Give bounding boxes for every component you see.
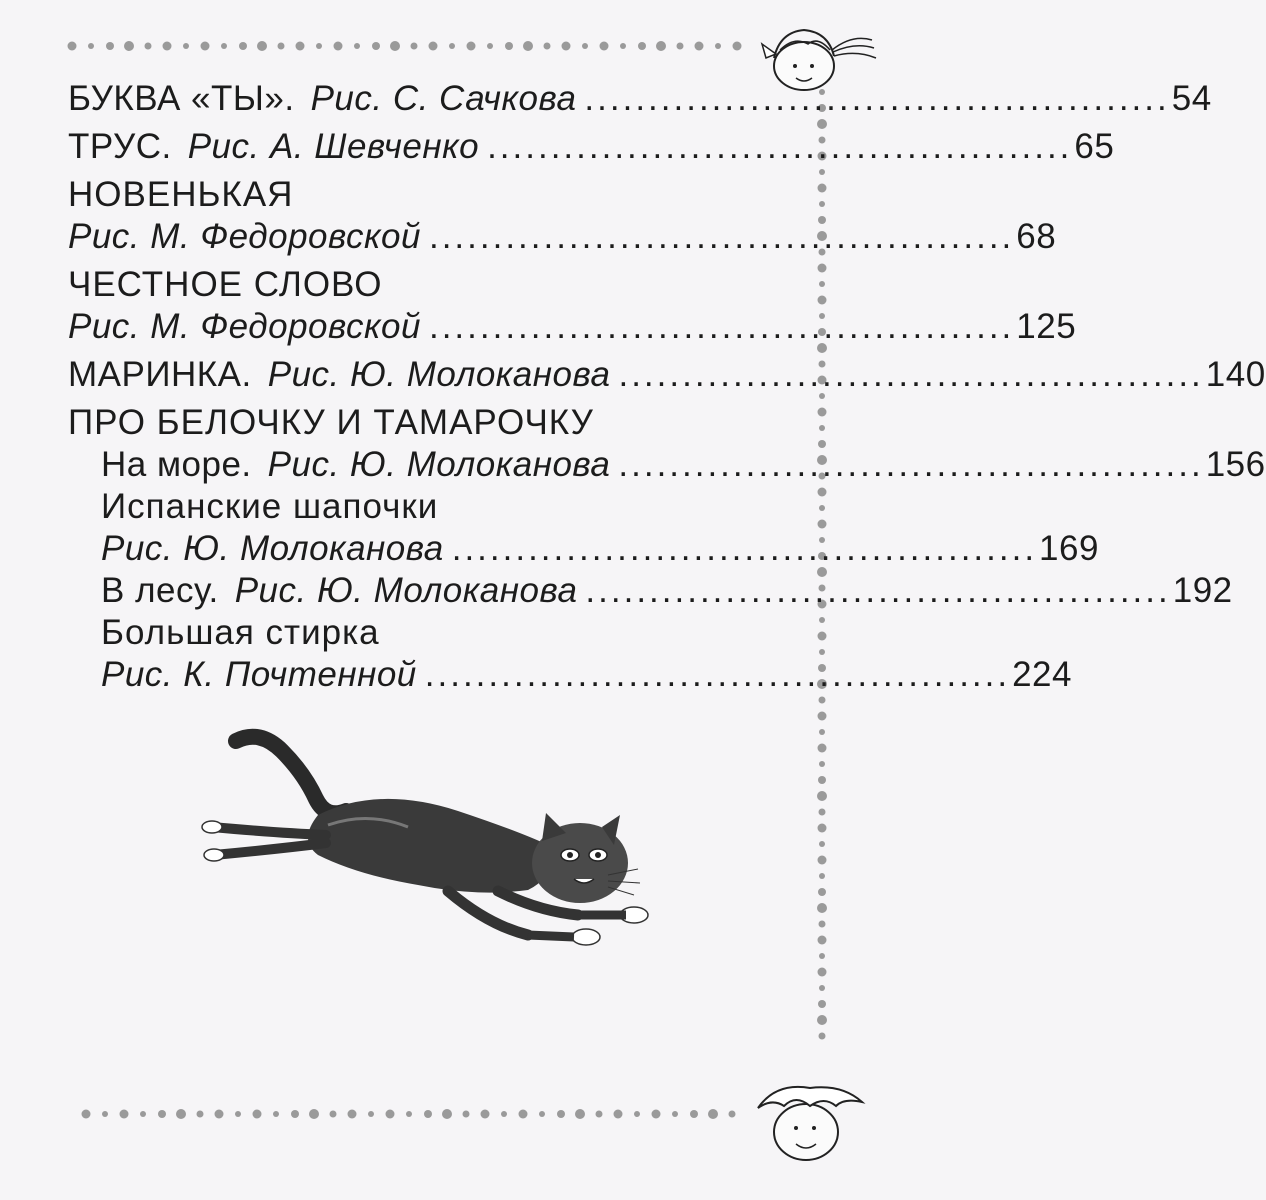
dot-leader: ..............................................	[618, 445, 1204, 484]
border-dot	[819, 425, 825, 431]
border-dot	[715, 43, 721, 49]
border-dot	[818, 408, 827, 417]
entry-title: НОВЕНЬКАЯ	[68, 175, 294, 214]
border-dot	[183, 43, 189, 49]
border-dot	[672, 1111, 678, 1117]
border-dot	[638, 42, 646, 50]
border-dot	[817, 791, 827, 801]
border-dot	[163, 42, 172, 51]
dot-leader: ..............................................	[487, 127, 1073, 166]
border-dot	[819, 985, 825, 991]
border-dot	[390, 41, 400, 51]
border-dot	[463, 1111, 470, 1118]
border-dot	[582, 43, 588, 49]
border-dot	[695, 42, 704, 51]
border-dot	[819, 169, 825, 175]
border-dot	[614, 1110, 623, 1119]
dot-leader: ..............................................	[585, 571, 1171, 610]
border-dot	[708, 1109, 718, 1119]
entry-illustrator: Рис. М. Федоровской	[68, 217, 421, 256]
border-dot	[291, 1110, 299, 1118]
border-dot	[102, 1111, 108, 1117]
border-dot	[278, 43, 285, 50]
border-dot	[818, 488, 827, 497]
border-dot	[429, 42, 438, 51]
dot-leader: ..............................................	[428, 307, 1015, 346]
border-dot	[197, 1111, 204, 1118]
border-dot	[819, 201, 825, 207]
border-dot	[818, 744, 827, 753]
border-dot	[176, 1109, 186, 1119]
page-number: 125	[1016, 307, 1077, 346]
border-dot	[818, 856, 827, 865]
border-dot	[88, 43, 94, 49]
dot-leader: ..............................................	[618, 355, 1204, 394]
table-of-contents	[68, 78, 1266, 696]
toc-entry-bolshaya-stirka[interactable]	[101, 612, 1072, 696]
entry-illustrator: Рис. М. Федоровской	[68, 307, 421, 346]
border-dot	[652, 1110, 661, 1119]
border-dot	[424, 1110, 432, 1118]
section-title: ПРО БЕЛОЧКУ И ТАМАРОЧКУ	[68, 403, 594, 442]
toc-entry-chestnoe-slovo[interactable]	[68, 264, 1077, 348]
top-dot-row	[68, 41, 742, 51]
toc-entry-marinka[interactable]: МАРИНКА. Рис. Ю. Молоканова .............................................. 140	[68, 355, 1266, 394]
toc-entry-ispanskie-shapochki[interactable]	[101, 486, 1099, 570]
border-dot	[309, 1109, 319, 1119]
page-number: 54	[1171, 79, 1212, 118]
border-dot	[544, 43, 551, 50]
border-dot	[330, 1111, 337, 1118]
page-number: 224	[1012, 655, 1072, 694]
entry-illustrator: Рис. К. Почтенной	[101, 655, 417, 694]
page-number: 68	[1016, 217, 1057, 256]
border-dot	[539, 1111, 545, 1117]
running-cat-illustration	[198, 715, 658, 965]
border-dot	[557, 1110, 565, 1118]
entry-illustrator: Рис. Ю. Молоканова	[101, 529, 444, 568]
border-dot	[634, 1111, 640, 1117]
border-dot	[819, 697, 826, 704]
border-dot	[562, 42, 571, 51]
border-dot	[818, 968, 827, 977]
border-dot	[733, 42, 742, 51]
border-dot	[677, 43, 684, 50]
border-dot	[106, 42, 114, 50]
border-dot	[818, 776, 826, 784]
border-dot	[253, 1110, 262, 1119]
border-dot	[819, 761, 825, 767]
border-dot	[481, 1110, 490, 1119]
border-dot	[487, 43, 493, 49]
entry-title: ЧЕСТНОЕ СЛОВО	[68, 265, 383, 304]
border-dot	[620, 43, 626, 49]
border-dot	[817, 1015, 827, 1025]
toc-entry-na-more[interactable]: На море. Рис. Ю. Молоканова .............................................. 156	[101, 445, 1266, 484]
border-dot	[819, 953, 825, 959]
border-dot	[818, 632, 827, 641]
border-dot	[819, 809, 826, 816]
border-dot	[124, 41, 134, 51]
toc-entry-bukva-ty[interactable]: БУКВА «ТЫ». Рис. С. Сачкова .............................................. 54	[68, 79, 1212, 118]
page-number: 169	[1039, 529, 1099, 568]
border-dot	[449, 43, 455, 49]
border-dot	[819, 505, 825, 511]
border-dot	[819, 729, 825, 735]
toc-entry-novenkaya[interactable]	[68, 174, 1057, 258]
border-dot	[656, 41, 666, 51]
border-dot	[729, 1111, 736, 1118]
border-dot	[411, 43, 418, 50]
toc-entry-v-lesu[interactable]: В лесу. Рис. Ю. Молоканова .............................................. 192	[101, 571, 1233, 610]
border-dot	[386, 1110, 395, 1119]
dot-leader: ..............................................	[451, 529, 1038, 568]
page-number: 140	[1205, 355, 1266, 394]
border-dot	[818, 264, 827, 273]
border-dot	[467, 42, 476, 51]
border-dot	[215, 1110, 224, 1119]
border-dot	[575, 1109, 585, 1119]
dot-leader: ..............................................	[424, 655, 1011, 694]
border-dot	[145, 43, 152, 50]
border-dot	[201, 42, 210, 51]
entry-title: Испанские шапочки	[101, 487, 439, 526]
border-dot	[819, 921, 826, 928]
border-dot	[819, 873, 825, 879]
border-dot	[334, 42, 343, 51]
border-dot	[600, 42, 609, 51]
border-dot	[818, 888, 826, 896]
border-dot	[221, 43, 227, 49]
boy-face-icon	[752, 1076, 872, 1166]
border-dot	[68, 42, 77, 51]
border-dot	[818, 184, 827, 193]
dot-leader: ..............................................	[584, 79, 1170, 118]
border-dot	[818, 1000, 826, 1008]
dot-leader: ..............................................	[428, 217, 1015, 256]
entry-title: Большая стирка	[101, 613, 380, 652]
border-dot	[818, 296, 827, 305]
border-dot	[372, 42, 380, 50]
bottom-dot-row	[82, 1109, 736, 1119]
border-dot	[316, 43, 322, 49]
border-dot	[819, 281, 825, 287]
border-dot	[523, 41, 533, 51]
border-dot	[501, 1111, 507, 1117]
border-dot	[257, 41, 267, 51]
page-number: 65	[1074, 127, 1115, 166]
border-dot	[819, 841, 825, 847]
border-dot	[82, 1110, 91, 1119]
border-dot	[690, 1110, 698, 1118]
border-dot	[818, 712, 827, 721]
border-dot	[235, 1111, 241, 1117]
border-dot	[818, 824, 827, 833]
section-items	[68, 444, 1266, 696]
border-dot	[442, 1109, 452, 1119]
border-dot	[818, 936, 827, 945]
border-dot	[505, 42, 513, 50]
border-dot	[296, 42, 305, 51]
border-dot	[368, 1111, 374, 1117]
border-dot	[140, 1111, 146, 1117]
border-dot	[354, 43, 360, 49]
border-dot	[273, 1111, 279, 1117]
border-dot	[406, 1111, 412, 1117]
border-dot	[519, 1110, 528, 1119]
page-number: 156	[1205, 445, 1266, 484]
border-dot	[120, 1110, 129, 1119]
border-dot	[158, 1110, 166, 1118]
border-dot	[239, 42, 247, 50]
border-dot	[348, 1110, 357, 1119]
page-number: 192	[1172, 571, 1233, 610]
border-dot	[819, 1033, 826, 1040]
border-dot	[817, 903, 827, 913]
border-dot	[596, 1111, 603, 1118]
toc-entry-trus[interactable]: ТРУС. Рис. А. Шевченко .............................................. 65	[68, 127, 1115, 166]
border-dot	[819, 617, 825, 623]
